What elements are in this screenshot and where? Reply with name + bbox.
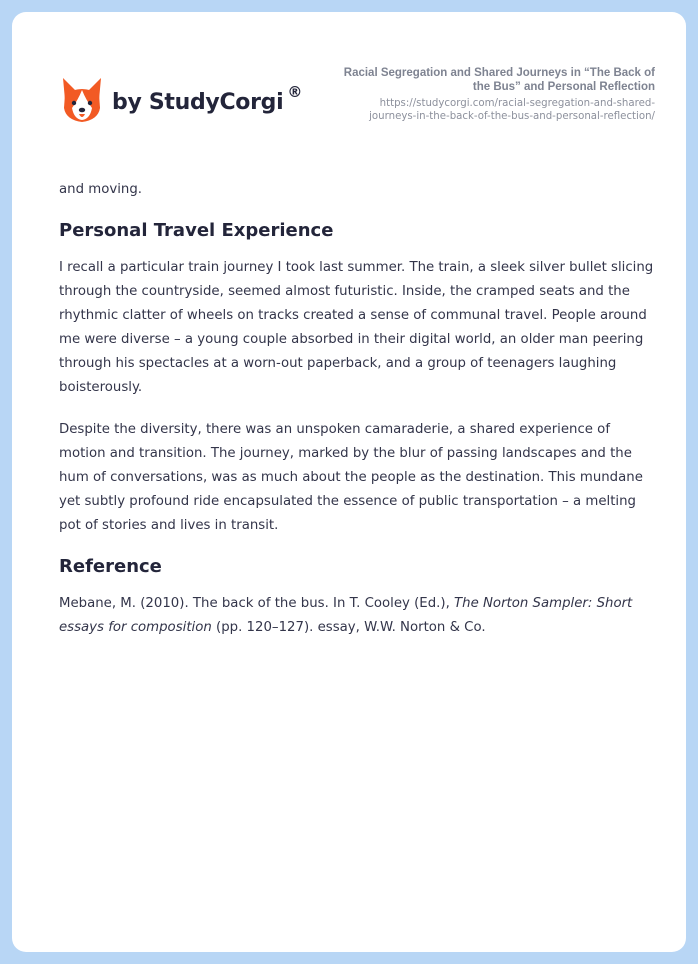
document-url-line2: journeys-in-the-back-of-the-bus-and-personal-reflection/ — [369, 111, 655, 122]
section-heading-personal-travel: Personal Travel Experience — [59, 220, 334, 241]
section-heading-reference: Reference — [59, 556, 162, 577]
document-title — [315, 66, 655, 94]
document-page — [12, 12, 686, 952]
reference-entry — [59, 592, 659, 640]
document-url[interactable] — [315, 97, 655, 123]
reference-authors: Mebane, M. (2010). The back of the bus. In T. Cooley (Ed.), — [59, 596, 455, 611]
corgi-logo-icon — [60, 76, 104, 124]
brand-name: by StudyCorgi — [112, 89, 284, 115]
document-body — [59, 178, 659, 640]
reference-publisher: (pp. 120–127). essay, W.W. Norton & Co. — [211, 620, 486, 635]
paragraph-camaraderie: Despite the diversity, there was an unspoken camaraderie, a shared experience of motion and transition. The journey, marked by the blur of passing landscapes and the hum of conversations, was as much about the people as the destination. This mundane yet subtly profound ride encapsulated the essence of public transportation – a melting pot of stories and lives in transit. — [59, 422, 643, 533]
reference-book-title: The Norton Sampler: Short essays for composition — [59, 596, 633, 635]
registered-mark: ® — [287, 83, 303, 101]
studycorgi-logo[interactable] — [60, 76, 302, 124]
document-title-line2: the Bus” and Personal Reflection — [472, 81, 655, 93]
paragraph-train-journey: I recall a particular train journey I took last summer. The train, a sleek silver bullet slicing through the countryside, seemed almost futuristic. Inside, the cramped seats and the rhythmic clatter of wheels on tracks created a sense of communal travel. People around me were diverse – a young couple absorbed in their digital world, an older man peering through his spectacles at a worn-out paperback, and a group of teenagers laughing boisterously. — [59, 260, 654, 395]
document-header-info — [315, 66, 655, 123]
intro-fragment: and moving. — [59, 182, 142, 197]
document-title-line1: Racial Segregation and Shared Journeys in “The Back of — [343, 67, 655, 79]
document-url-line1: https://studycorgi.com/racial-segregation-and-shared- — [379, 98, 655, 109]
